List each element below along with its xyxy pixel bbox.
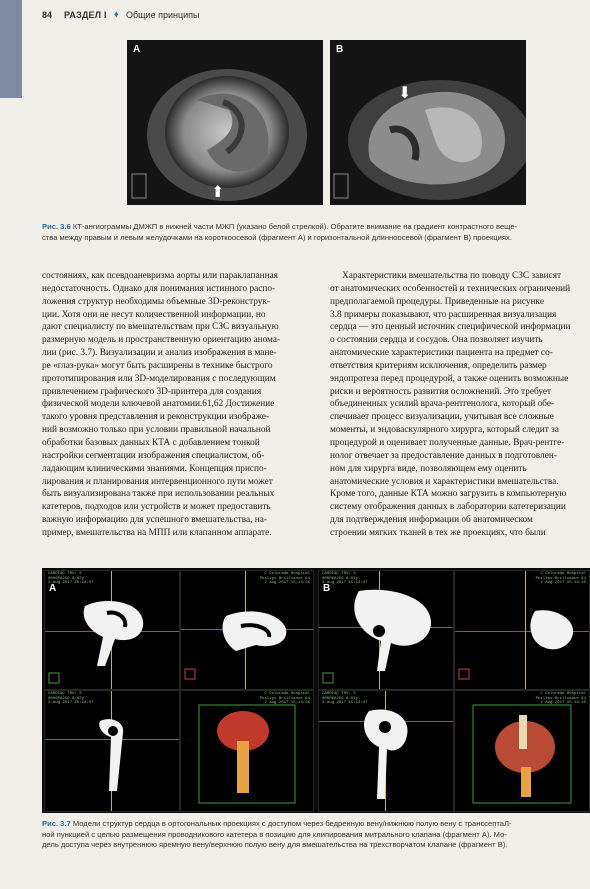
- cardiac-structure-graphic: [45, 571, 179, 689]
- page-header: [42, 10, 590, 24]
- text-line: нолог отвечает за предоставление данных в подготовлен-: [330, 450, 557, 461]
- text-line: предполагаемой процедуры. Приведенные на рисунке: [330, 296, 544, 307]
- figure-number: Рис. 3.7: [42, 819, 71, 828]
- caption-text-line-1: КТ-ангиограммы ДМЖП в нижней части МЖП (указано белой стрелкой). Обратите внимание на градиент контрастного веще-: [70, 222, 518, 231]
- text-line: прототипирования или 3D-моделирования с последующим: [42, 373, 276, 384]
- panel-label-a: A: [133, 44, 141, 55]
- text-line: эндопротеза перед процедурой, а также оценить возможные: [330, 373, 569, 384]
- text-line: моменты, и эндоваскулярного хирурга, который следит за: [330, 425, 559, 436]
- panel-label-a: A: [49, 583, 57, 594]
- text-line: физической модели ключевой анатомии.61,62 Достижение: [42, 399, 275, 410]
- overlay-text: C Colorado Hospital Philips Brilliance 64 2 Aug 2017 15:14:25: [535, 692, 586, 706]
- ortho-view-b-top-right: [454, 570, 590, 690]
- text-line: спечивает процесс визуализации, учитывая все сложные: [330, 412, 554, 423]
- cardiac-structure-graphic: [455, 571, 589, 689]
- text-line: привлечением графического 3D-принтера для создания: [42, 386, 262, 397]
- chapter-title: Общие принципы: [126, 10, 200, 20]
- body-column-left: [42, 270, 308, 540]
- section-label: РАЗДЕЛ I: [64, 10, 107, 20]
- ortho-view-a-top-left: [44, 570, 180, 690]
- ortho-view-b-bottom-left: [318, 690, 454, 812]
- figure-number: Рис. 3.6: [42, 222, 71, 231]
- text-line: 3.8 примеры показывают, что расширенная визуализация: [330, 309, 557, 320]
- overlay-text: CARDIAC TRV: S 0000EA256 6/82y 2 Aug 2017 15:14:37: [48, 692, 94, 706]
- ortho-view-b-3d: [454, 690, 590, 812]
- text-line: риски и вероятность развития осложнений. Это требует: [330, 386, 552, 397]
- figure-caption-3-6: [42, 222, 590, 243]
- text-line: анатомические характеристики пациента на предмет со-: [330, 348, 553, 359]
- text-line: Кроме того, данные КТА можно загрузить в компьютерную: [330, 489, 567, 500]
- overlay-text: C Colorado Hospital Philips Brilliance 64 2 Aug 2017 15:14:25: [259, 572, 310, 586]
- figure-3-7: [42, 568, 590, 813]
- overlay-text: CARDIAC TRV: S 0000EA256 6/82y 2 Aug 2017 15:14:37: [322, 572, 368, 586]
- text-line: от анатомических особенностей и технических ограничений: [330, 283, 571, 294]
- text-line: такого уровня представления и реконструкции изображе-: [42, 412, 270, 423]
- chapter-tab: [0, 0, 22, 98]
- panel-label-b: B: [336, 44, 344, 55]
- text-line: ний возможно только при условии правильной начальной: [42, 425, 271, 436]
- text-line: размерную модель и пространственную ориентацию анома-: [42, 335, 281, 346]
- body-column-right: [330, 270, 586, 540]
- text-line: для подтверждения информации об анатомическом: [330, 515, 533, 526]
- 3d-heart-model-graphic: [455, 691, 589, 811]
- text-line: ложения структур необходимы объемные 3D-реконструк-: [42, 296, 271, 307]
- figure-caption-3-7: [42, 819, 590, 851]
- caption-text-line-3: дель доступа через внутреннюю яремную вену/верхнюю полую вену для вмешательства на трехстворчатом клапане (фрагмент В).: [42, 840, 508, 849]
- text-line: дают специалисту по вмешательствам при СЗС визуальную: [42, 322, 279, 333]
- text-line: ном для хирурга виде, позволяющем ему оценить: [330, 463, 527, 474]
- overlay-text: C Colorado Hospital Philips Brilliance 64 2 Aug 2017 15:14:25: [535, 572, 586, 586]
- text-line: настройки сегментации изображения специалистом, об-: [42, 450, 265, 461]
- ortho-view-b-top-left: [318, 570, 454, 690]
- text-line: недостаточность. Однако для понимания истинного распо-: [42, 283, 276, 294]
- text-line: лии (рис. 3.7). Визуализации и анализ изображения в мане-: [42, 348, 277, 359]
- text-line: ладающим клиническими знаниями. Концепция приспо-: [42, 463, 267, 474]
- text-line: сердца — это ценный источник специфической информации: [330, 322, 571, 333]
- text-line: лирования и планирования интервенционного пути может: [42, 476, 273, 487]
- text-line: Характеристики вмешательства по поводу СЗС зависят: [342, 271, 562, 281]
- cardiac-structure-graphic: [319, 571, 453, 689]
- paragraph-right: [330, 270, 586, 540]
- arrow-down-icon: ⬇: [398, 85, 412, 102]
- text-line: быть визуализирована также при использовании реальных: [42, 489, 275, 500]
- text-line: пример, вмешательства на МПП или клапанном аппарате.: [42, 527, 272, 538]
- text-line: о состоянии сердца и сосудов. Она позволяет изучить: [330, 335, 543, 346]
- text-line: объединенных усилий врача-рентгенолога, который обе-: [330, 399, 555, 410]
- page-number: 84: [42, 10, 53, 20]
- text-line: состояниях, как псевдоаневризма аорты или параклапанная: [42, 271, 278, 281]
- ct-image-b: [330, 40, 526, 205]
- overlay-text: CARDIAC TRV: S 0000EA256 6/82y 2 Aug 2017 15:14:37: [48, 572, 94, 586]
- caption-text-line-2: ной пункцией с целью размещения проводникового катетера в позицию для клипирования митрального клапана (фрагмент А). Мо-: [42, 829, 507, 839]
- ct-scan-a-graphic: [127, 40, 323, 205]
- ct-image-a: [127, 40, 323, 205]
- text-line: катетеров, подходов или устройств и может предоставить: [42, 502, 271, 513]
- text-line: строении мягких тканей в тех же проекциях, что были: [330, 527, 546, 538]
- cardiac-structure-graphic: [319, 691, 453, 811]
- text-line: анатомические условия и характеристики вмешательства.: [330, 476, 559, 487]
- cardiac-structure-graphic: [181, 571, 313, 689]
- text-line: систему отображения данных в лаборатории катетеризации: [330, 502, 566, 513]
- text-line: ответствия критериям исключения, определить размер: [330, 360, 547, 371]
- paragraph-left: [42, 270, 308, 540]
- diamond-icon: ♦: [114, 9, 119, 19]
- panel-label-b: B: [323, 583, 331, 594]
- overlay-text: CARDIAC TRV: S 0000EA256 6/82y 2 Aug 2017 15:14:37: [322, 692, 368, 706]
- 3d-heart-model-graphic: [181, 691, 313, 811]
- ortho-view-a-top-right: [180, 570, 314, 690]
- text-line: процедурой и оценивает полученные данные. Врач-рентге-: [330, 437, 565, 448]
- text-line: важную информацию для успешного вмешательства, на-: [42, 515, 267, 526]
- arrow-up-icon: ⬆: [211, 184, 225, 201]
- ct-scan-b-graphic: [330, 40, 526, 205]
- caption-text-line-2: ства между правым и левым желудочками на короткоосевой (фрагмент А) и горизонтальной длинноосевой (фрагмент В) проекциях.: [42, 232, 512, 242]
- text-line: ре «глаз-рука» могут быть расширены в технике быстрого: [42, 360, 273, 371]
- cardiac-structure-graphic: [45, 691, 179, 811]
- overlay-text: C Colorado Hospital Philips Brilliance 64 2 Aug 2017 15:14:25: [259, 692, 310, 706]
- ortho-view-a-bottom-left: [44, 690, 180, 812]
- text-line: ции. Хотя они не несут количественной информации, но: [42, 309, 266, 320]
- ortho-view-a-3d: [180, 690, 314, 812]
- text-line: обработки базовых данных КТА с добавлением тонкой: [42, 437, 260, 448]
- caption-text-line-1: Модели структур сердца в ортогональных проекциях с доступом через бедренную вену/нижнюю полую вену с транссептаЛ-: [70, 819, 512, 828]
